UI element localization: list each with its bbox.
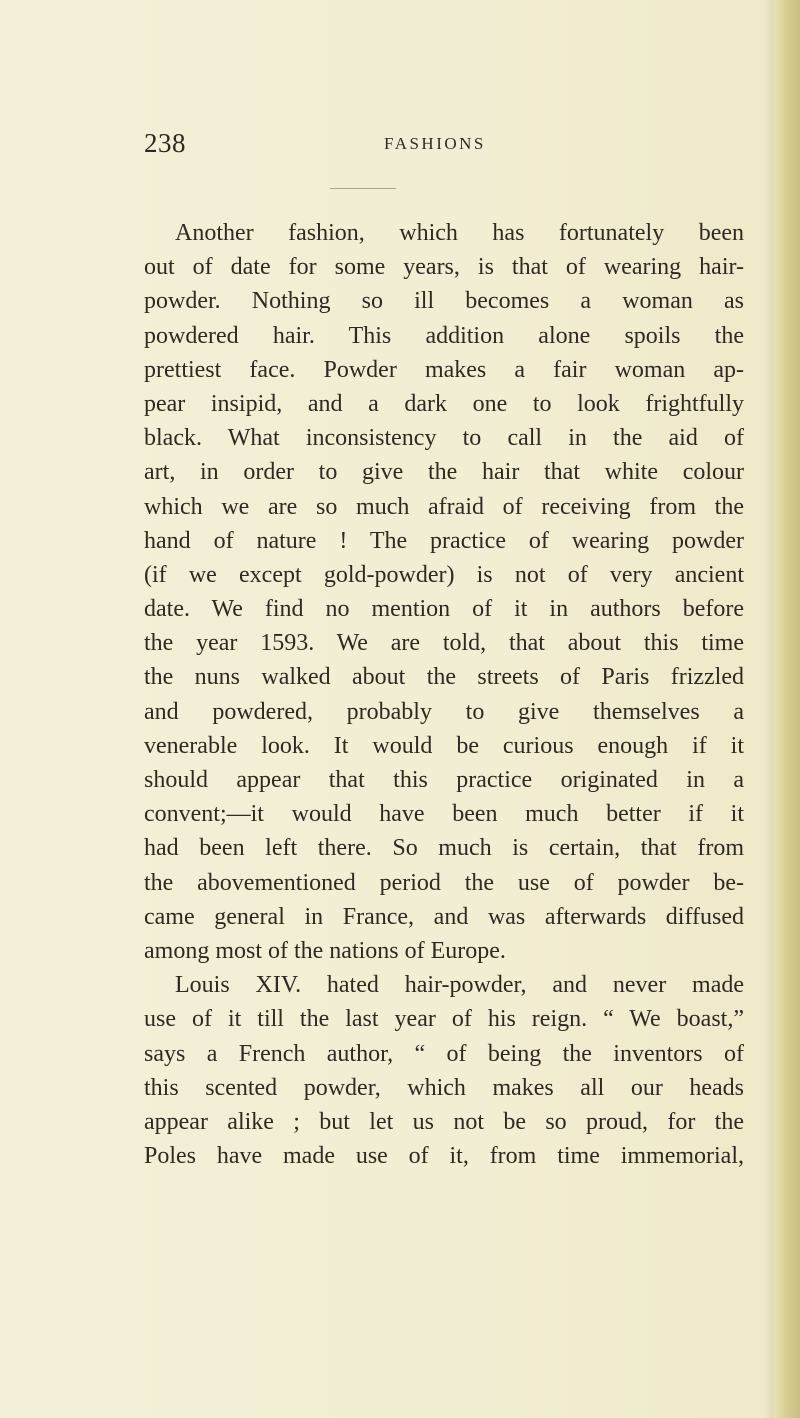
text-line: which we are so much afraid of receiving from the — [144, 493, 744, 520]
page-number: 238 — [144, 128, 186, 158]
text-line: hand of nature ! The practice of wearing powder — [144, 527, 744, 554]
text-line: venerable look. It would be curious enough if it — [144, 732, 744, 759]
text-line: this scented powder, which makes all our heads — [144, 1074, 744, 1101]
text-line: (if we except gold-powder) is not of very ancient — [144, 561, 744, 588]
text-line: appear alike ; but let us not be so proud, for the — [144, 1108, 744, 1135]
text-line: the year 1593. We are told, that about this time — [144, 630, 744, 657]
text-line: powdered hair. This addition alone spoils the — [144, 322, 744, 349]
text-line: out of date for some years, is that of wearing hair- — [144, 254, 744, 281]
text-line: powder. Nothing so ill becomes a woman as — [144, 288, 744, 315]
text-line: among most of the nations of Europe. — [144, 937, 506, 964]
header-rule — [330, 188, 396, 189]
text-line: Louis XIV. hated hair-powder, and never made — [175, 972, 744, 999]
text-line: had been left there. So much is certain, that from — [144, 835, 744, 862]
text-line: art, in order to give the hair that white colour — [144, 459, 744, 486]
text-line: date. We find no mention of it in authors before — [144, 596, 744, 623]
text-line: Another fashion, which has fortunately been — [175, 220, 744, 246]
text-line: black. What inconsistency to call in the aid of — [144, 425, 744, 452]
text-line: came general in France, and was afterwards diffused — [144, 903, 744, 930]
text-line: the abovementioned period the use of powder be- — [144, 869, 744, 896]
running-title: FASHIONS — [384, 134, 486, 153]
text-line: use of it till the last year of his reign. “ We boast,” — [144, 1006, 744, 1033]
page-edge-shadow — [764, 0, 774, 1418]
text-line: prettiest face. Powder makes a fair woman ap- — [144, 356, 744, 383]
page-edge — [774, 0, 800, 1418]
page-header — [144, 128, 744, 168]
text-line: says a French author, “ of being the inventors of — [144, 1040, 744, 1067]
text-line: Poles have made use of it, from time immemorial, — [144, 1143, 744, 1170]
text-line: the nuns walked about the streets of Paris frizzled — [144, 664, 744, 691]
text-line: convent;—it would have been much better if it — [144, 801, 744, 828]
body-text — [144, 216, 744, 1173]
text-line: and powdered, probably to give themselves a — [144, 698, 744, 725]
text-line: should appear that this practice originated in a — [144, 767, 744, 793]
text-line: pear insipid, and a dark one to look frightfully — [144, 390, 744, 417]
